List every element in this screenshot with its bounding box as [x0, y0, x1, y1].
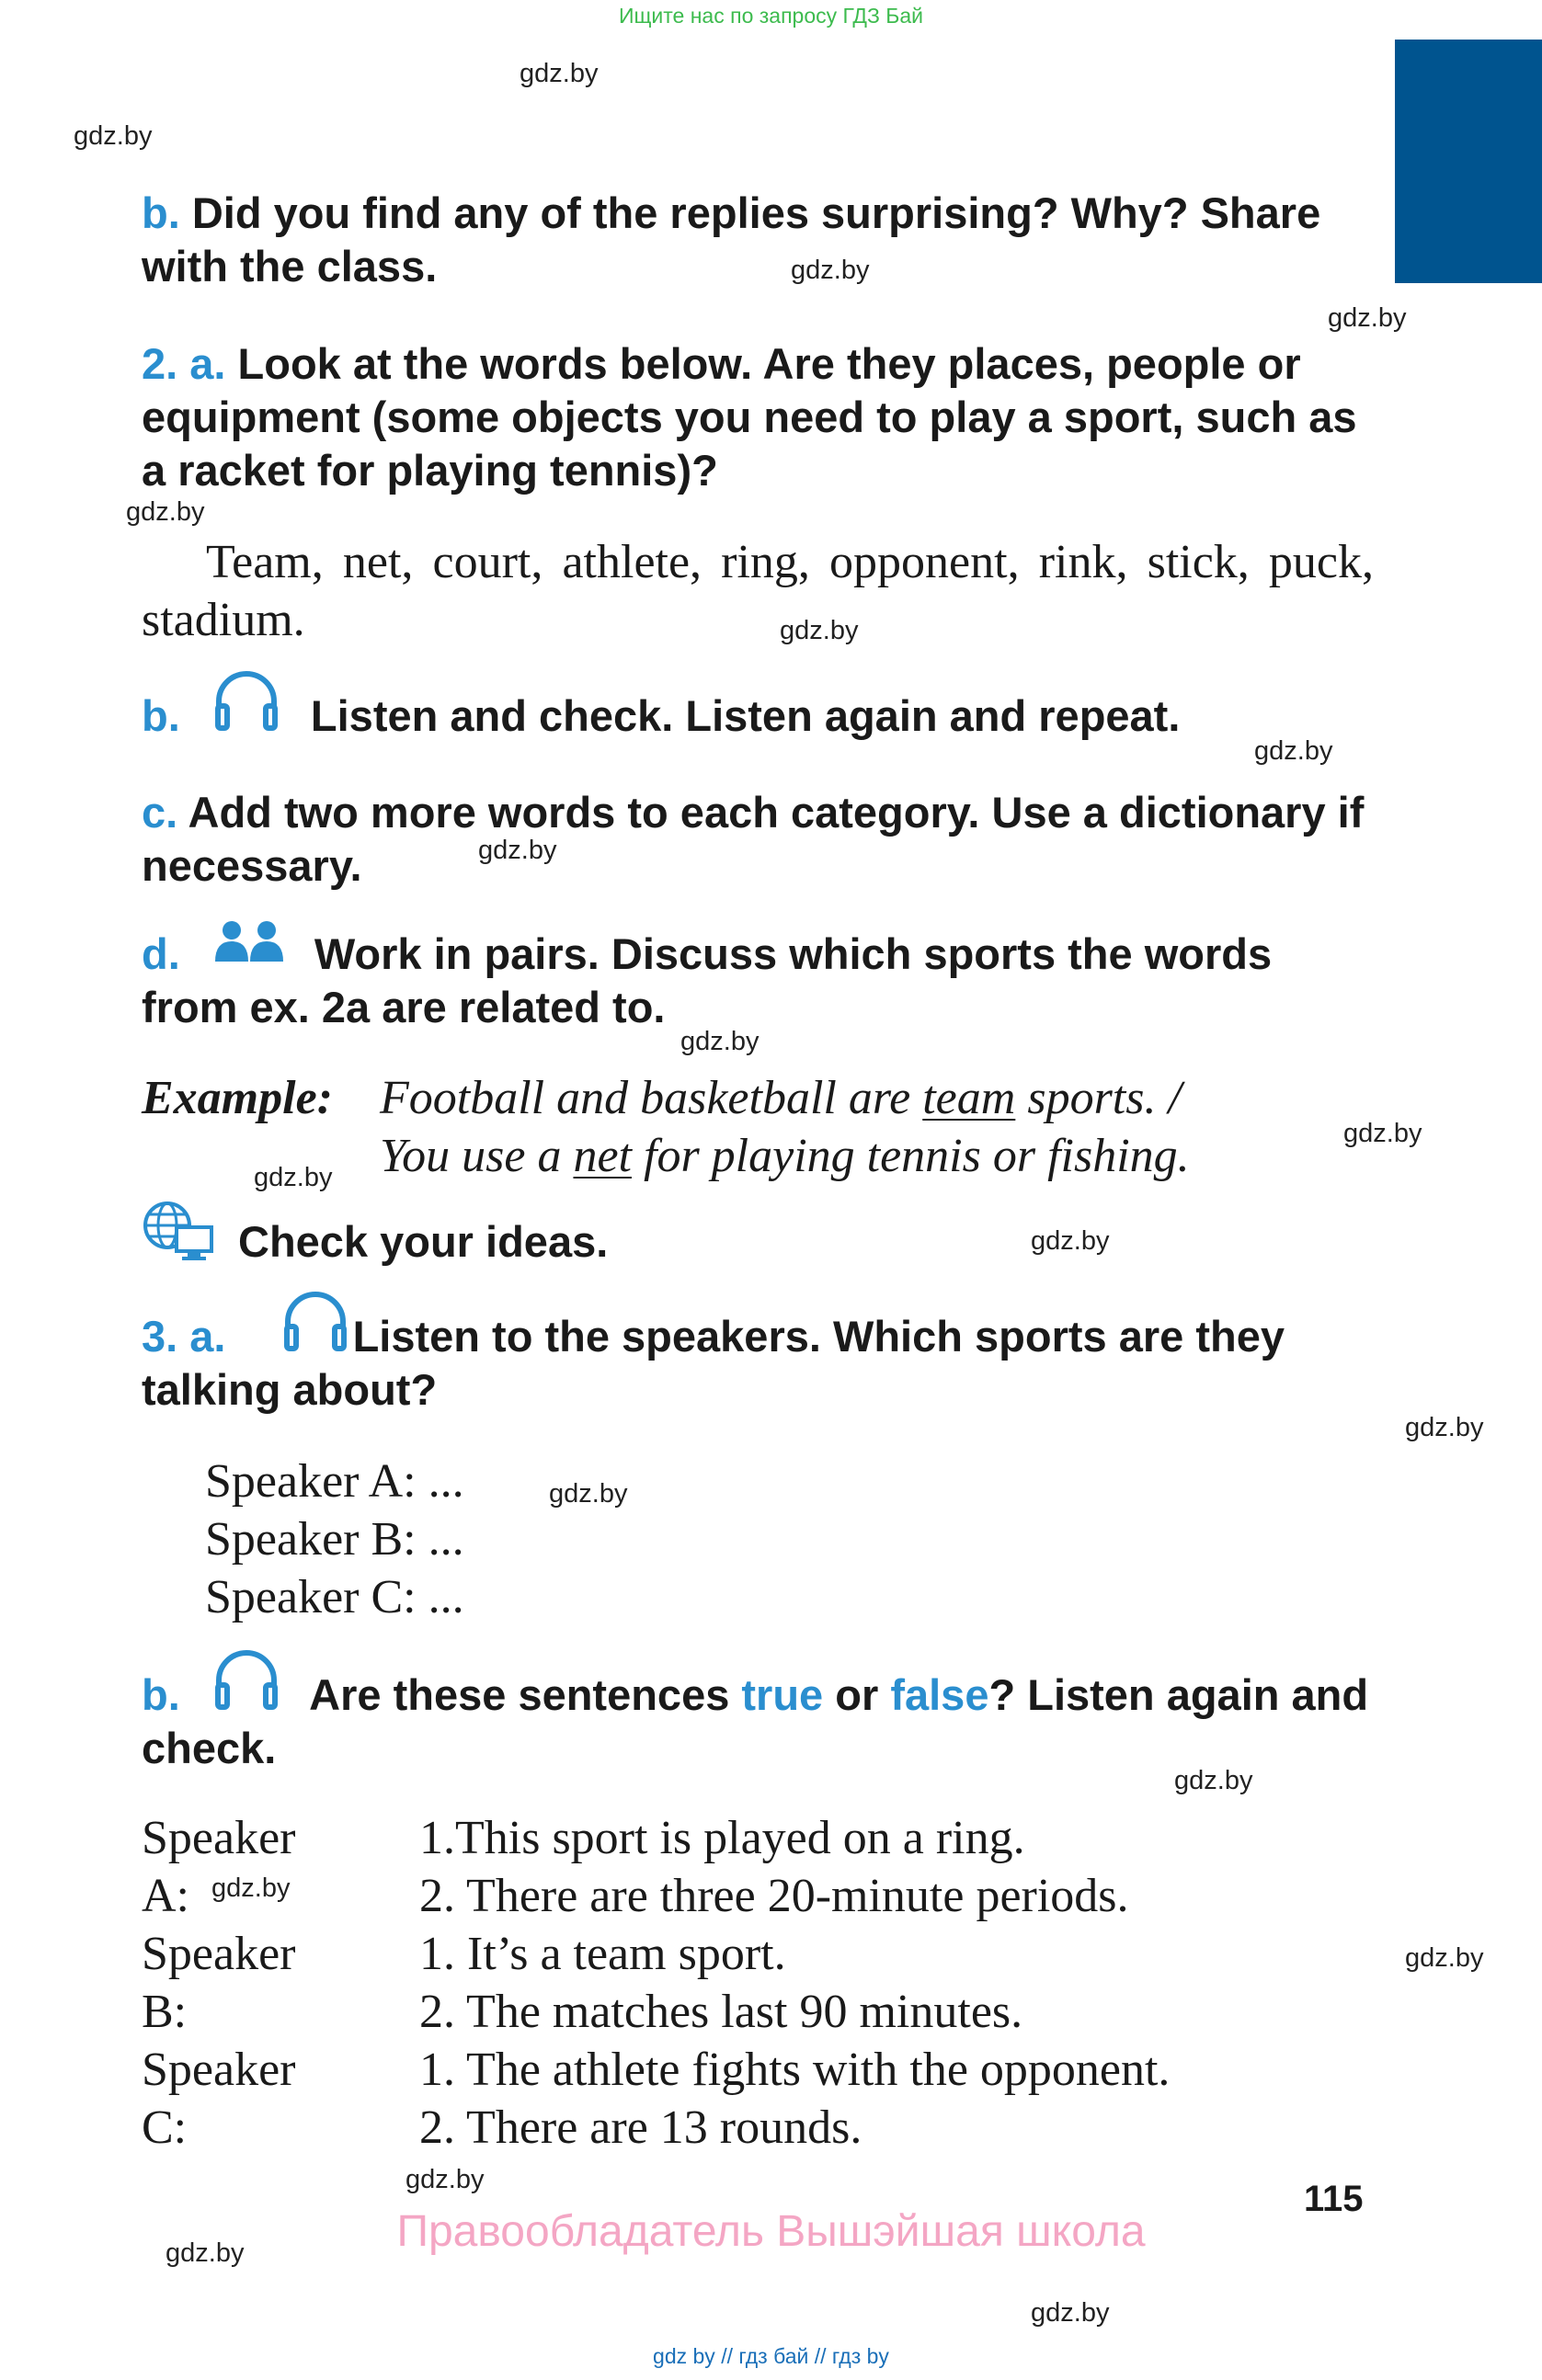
example-line-1 [380, 1069, 1182, 1127]
globe-computer-icon [142, 1200, 215, 1262]
example-text: You use a [380, 1130, 574, 1182]
task-2a [142, 337, 1374, 497]
top-note: Ищите нас по запросу ГДЗ Бай [618, 4, 924, 28]
blue-page-tab [1395, 40, 1542, 283]
task-label: b. [142, 1670, 180, 1719]
task-text: or [823, 1670, 891, 1719]
task-text: Add two more words to each category. Use a dictionary if necessary. [142, 788, 1365, 890]
speaker-c-blank: Speaker C: ... [205, 1571, 464, 1623]
task-text: ? Listen again and check. [142, 1670, 1369, 1772]
watermark: gdz.by [1343, 1119, 1422, 1148]
task-2d [142, 928, 1374, 1034]
speaker-a-blank: Speaker A: ... [205, 1455, 464, 1508]
pair-work-icon [213, 919, 287, 969]
task-text: Listen to the speakers. Which sports are they talking about? [142, 1312, 1285, 1414]
footer-links: gdz by // гдз бай // гдз by [653, 2344, 889, 2368]
task-text: Did you find any of the replies surprising? Why? Share with the class. [142, 188, 1321, 290]
watermark: gdz.by [1405, 1413, 1484, 1442]
copyright-notice: Правообладатель Вышэйшая школа [396, 2207, 1146, 2256]
watermark: gdz.by [1254, 736, 1333, 766]
watermark: gdz.by [1174, 1766, 1253, 1795]
statement: 2. There are 13 rounds. [419, 2101, 862, 2154]
speaker-b-blank: Speaker B: ... [205, 1513, 464, 1566]
watermark: gdz.by [254, 1163, 333, 1192]
task-number: 2. [142, 339, 178, 388]
watermark: gdz.by [549, 1479, 628, 1509]
statement: 1.This sport is played on a ring. [419, 1812, 1025, 1864]
watermark: gdz.by [478, 836, 557, 865]
task-3b [142, 1668, 1374, 1775]
underlined-word: team [922, 1072, 1016, 1124]
task-1b [142, 187, 1374, 293]
task-2b [142, 689, 1374, 743]
task-label: b. [142, 188, 180, 237]
check-ideas: Check your ideas. [238, 1217, 609, 1266]
watermark: gdz.by [1031, 2298, 1110, 2328]
watermark: gdz.by [74, 121, 153, 151]
false-word: false [890, 1670, 989, 1719]
watermark: gdz.by [1031, 1226, 1110, 1256]
task-label: c. [142, 788, 178, 837]
watermark: gdz.by [1405, 1943, 1484, 1973]
task-text: Look at the words below. Are they places, people or equipment (some objects you need to play a sport, such as a racket for playing tennis)? [142, 339, 1357, 495]
statement: 2. The matches last 90 minutes. [419, 1986, 1023, 2038]
watermark: gdz.by [405, 2165, 485, 2194]
headphones-icon [211, 668, 281, 733]
example-label: Example: [142, 1072, 333, 1124]
statement: 1. The athlete fights with the opponent. [419, 2044, 1171, 2096]
headphones-icon [280, 1289, 350, 1353]
task-2c [142, 786, 1374, 893]
example-text: Football and basketball are [380, 1072, 923, 1124]
task-number: 3. [142, 1312, 178, 1361]
example-text: sports. / [1015, 1072, 1182, 1124]
speaker-label: Speaker A: [142, 1812, 296, 1922]
statement: 1. It’s a team sport. [419, 1928, 786, 1980]
statement: 2. There are three 20-minute periods. [419, 1870, 1129, 1922]
example-line-2 [380, 1127, 1190, 1185]
watermark: gdz.by [211, 1873, 291, 1903]
watermark: gdz.by [780, 616, 859, 645]
example-text: for playing tennis or fishing. [632, 1130, 1190, 1182]
task-text: Listen and check. Listen again and repeat. [310, 691, 1181, 740]
watermark: gdz.by [166, 2238, 245, 2268]
page-number: 115 [1304, 2179, 1364, 2219]
watermark: gdz.by [126, 497, 205, 527]
task-label: b. [142, 691, 180, 740]
headphones-icon [211, 1647, 281, 1712]
watermark: gdz.by [680, 1027, 760, 1056]
watermark: gdz.by [520, 59, 599, 88]
task-label: d. [142, 929, 180, 978]
speaker-label: Speaker C: [142, 2044, 296, 2154]
task-label: a. [189, 1312, 226, 1361]
underlined-word: net [573, 1130, 632, 1182]
task-text: Work in pairs. Discuss which sports the words from ex. 2a are related to. [142, 929, 1273, 1031]
true-word: true [741, 1670, 824, 1719]
task-label: a. [189, 339, 226, 388]
task-text: Are these sentences [309, 1670, 742, 1719]
speaker-label: Speaker B: [142, 1928, 296, 2038]
word-list: Team, net, court, athlete, ring, opponent, rink, stick, puck, stadium. [142, 536, 1374, 646]
watermark: gdz.by [791, 256, 870, 285]
watermark: gdz.by [1328, 303, 1407, 333]
